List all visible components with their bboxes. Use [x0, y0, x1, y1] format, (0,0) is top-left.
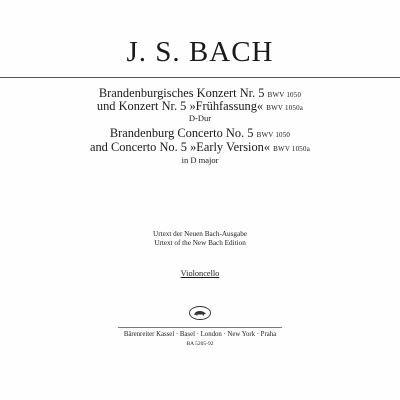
german-bwv-2: BWV 1050a	[266, 104, 304, 112]
english-title-line-2	[0, 141, 400, 156]
english-title-text-2: and Concerto No. 5 »Early Version«	[89, 140, 271, 154]
publisher-rule	[118, 327, 282, 328]
english-bwv-1: BWV 1050	[256, 131, 291, 139]
german-title-text-1: Brandenburgisches Konzert Nr. 5	[98, 86, 265, 100]
composer-name: J. S. BACH	[126, 36, 274, 68]
english-title-text-1: Brandenburg Concerto No. 5	[109, 126, 254, 140]
urtext-german: Urtext der Neuen Bach-Ausgabe	[153, 230, 247, 238]
catalog-number: BA 5205-92	[186, 341, 214, 347]
publisher-imprint: Bärenreiter Kassel · Basel · London · New York · Praha	[123, 331, 277, 338]
german-title-text-2: und Konzert Nr. 5 »Frühfassung«	[96, 99, 264, 113]
title-rule	[0, 77, 400, 78]
urtext-english: Urtext of the New Bach Edition	[154, 239, 246, 247]
part-name: Violoncello	[180, 269, 220, 278]
german-key: D-Dur	[188, 113, 212, 123]
baerenreiter-logo-icon	[188, 305, 212, 321]
german-bwv-1: BWV 1050	[267, 91, 302, 99]
english-key: in D major	[181, 155, 219, 165]
english-bwv-2: BWV 1050a	[273, 145, 311, 153]
